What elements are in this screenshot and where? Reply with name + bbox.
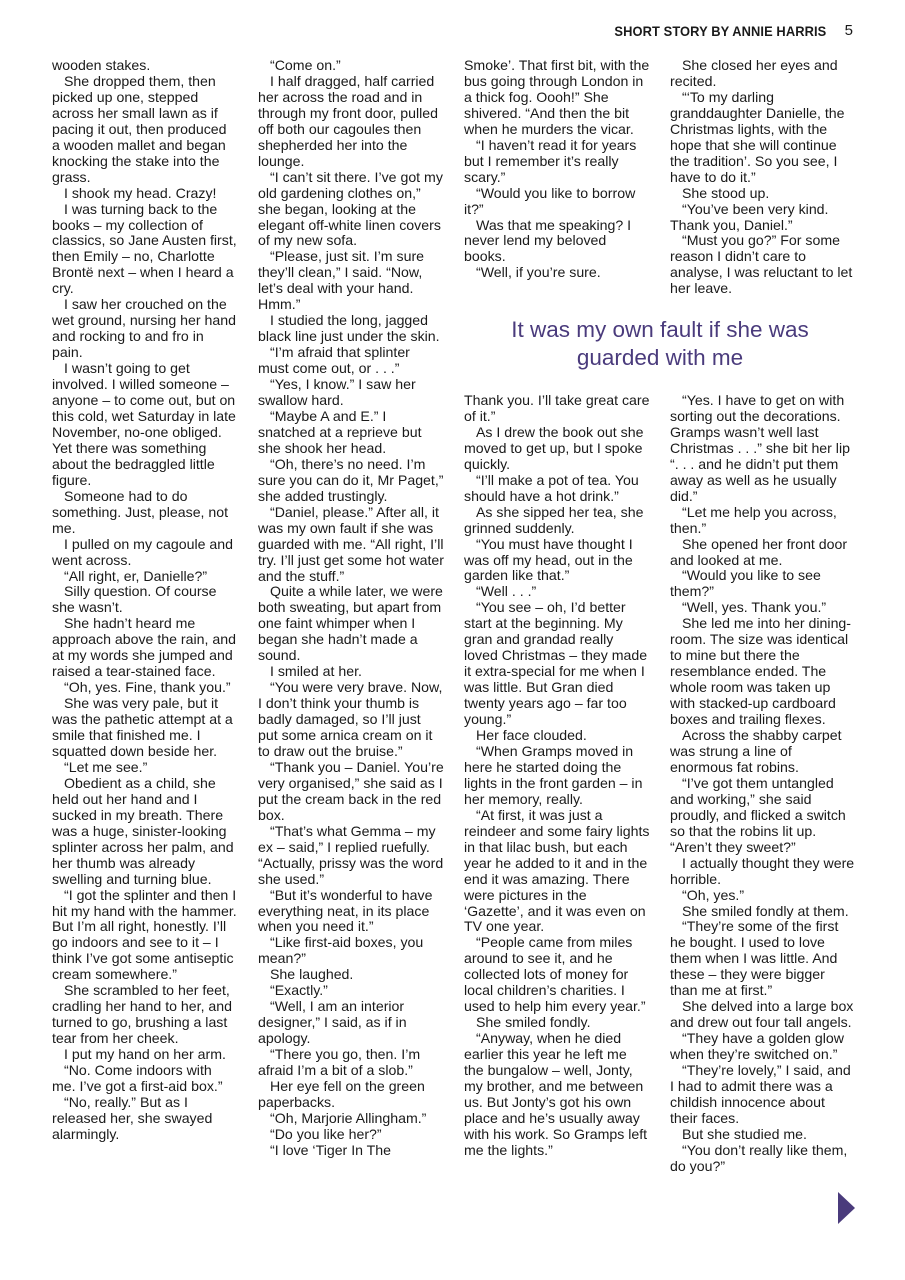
paragraph: “I’m afraid that splinter must come out, or . . .” [258, 344, 410, 377]
paragraph: I wasn’t going to get involved. I willed someone – anyone – to come out, but on this cold, wet Saturday in late November, no-one obliged. Yet there was something about the bedraggled little figure. [52, 360, 236, 488]
paragraph: I pulled on my cagoule and went across. [52, 535, 234, 568]
paragraph: I was turning back to the books – my collection of classics, so Jane Austen first, then Emily – no, Charlotte Brontë next – when I heard a cry. [52, 200, 237, 297]
paragraph: “Well, yes. Thank you.” [682, 599, 827, 616]
paragraph: “I’ve got them untangled and working,” she said proudly, and flicked a switch so that the robins lit up. “Aren’t they sweet?” [670, 774, 846, 855]
continue-arrow-icon[interactable] [838, 1192, 855, 1224]
paragraph: Was that me speaking? I never lend my beloved books. [464, 216, 632, 265]
paragraph: But she studied me. [682, 1125, 807, 1142]
paragraph: Her face clouded. [476, 727, 587, 744]
paragraph: I saw her crouched on the wet ground, nursing her hand and rocking to and fro in pain. [52, 296, 236, 361]
paragraph: “That’s what Gemma – my ex – said,” I replied ruefully. “Actually, prissy was the word she used.” [258, 822, 444, 887]
paragraph: She opened her front door and looked at me. [670, 535, 848, 568]
paragraph: “Yes, I know.” I saw her swallow hard. [258, 376, 416, 409]
paragraph: Silly question. Of course she wasn’t. [52, 583, 217, 616]
pull-quote: It was my own fault if she was guarded with me [511, 317, 809, 370]
paragraph: I smiled at her. [270, 663, 362, 680]
paragraph: She dropped them, then picked up one, stepped across her small lawn as if pacing it out, then produced a wooden mallet and began knocking the stake into the grass. [52, 72, 227, 185]
paragraph: Obedient as a child, she held out her hand and I sucked in my breath. There was a huge, sinister-looking splinter across her palm, and her thumb was already swelling and turning blue. [52, 774, 234, 887]
paragraph: Smoke’. That first bit, with the bus going through London in a thick fog. Oooh!” She shivered. “And then the bit when he murders the vicar. [464, 57, 650, 137]
paragraph: As I drew the book out she moved to get up, but I spoke quickly. [464, 423, 644, 472]
paragraph: wooden stakes. [52, 57, 151, 73]
text-column-2 [258, 58, 444, 1159]
paragraph: “You must have thought I was off my head, out in the garden like that.” [464, 535, 633, 584]
paragraph: She stood up. [682, 184, 770, 201]
paragraph: I half dragged, half carried her across the road and in through my front door, pulled off both our cagoules then shepherded her into the lounge. [258, 72, 439, 169]
paragraph: “Oh, yes.” [682, 886, 745, 903]
paragraph: “Oh, Marjorie Allingham.” [270, 1109, 427, 1126]
paragraph: “‘To my darling granddaughter Danielle, the Christmas lights, with the hope that she will continue the tradition’. So you see, I have to do it.” [670, 88, 845, 185]
paragraph: She scrambled to her feet, cradling her hand to her, and turned to go, brushing a last tear from her cheek. [52, 982, 233, 1047]
page-header [596, 22, 853, 39]
paragraph: Across the shabby carpet was strung a line of enormous fat robins. [670, 727, 842, 775]
paragraph: She smiled fondly. [476, 1014, 591, 1031]
paragraph: I studied the long, jagged black line just under the skin. [258, 312, 440, 345]
paragraph: I actually thought they were horrible. [670, 854, 855, 887]
paragraph: “Would you like to borrow it?” [464, 184, 636, 217]
paragraph: “I haven’t read it for years but I remember it’s really scary.” [464, 136, 637, 185]
paragraph: “They have a golden glow when they’re switched on.” [670, 1030, 844, 1063]
paragraph: She closed her eyes and recited. [670, 57, 838, 89]
paragraph: Quite a while later, we were both sweating, but apart from one faint whimper when I began she hadn’t made a sound. [258, 583, 443, 664]
paragraph: Her eye fell on the green paperbacks. [258, 1078, 425, 1110]
paragraph: She led me into her dining-room. The size was identical to mine but there the resemblance ended. The whole room was taken up with stacked-up cardboard boxes and trailing flexes. [670, 615, 852, 728]
paragraph: “I can’t sit there. I’ve got my old gardening clothes on,” she began, looking at the elegant off-white linen covers of my new sofa. [258, 168, 443, 249]
paragraph: She delved into a large box and drew out four tall angels. [670, 998, 854, 1031]
paragraph: “Maybe A and E.” I snatched at a reprieve but she shook her head. [258, 407, 422, 456]
paragraph: “Well, I am an interior designer,” I said, as if in apology. [258, 998, 407, 1047]
paragraph: “But it’s wonderful to have everything neat, in its place when you need it.” [258, 886, 433, 935]
paragraph: “Let me help you across, then.” [670, 503, 837, 536]
text-column-1 [52, 58, 238, 1143]
paragraph: “Would you like to see them?” [670, 567, 821, 600]
paragraph: “Come on.” [270, 57, 341, 73]
paragraph: As she sipped her tea, she grinned suddenly. [464, 503, 644, 536]
paragraph: “Oh, yes. Fine, thank you.” [64, 679, 231, 696]
paragraph: “They’re some of the first he bought. I used to love them when I was little. And these – they were bigger than me at first.” [670, 918, 839, 999]
paragraph: “Do you like her?” [270, 1125, 382, 1142]
paragraph: “Yes. I have to get on with sorting out the decorations. Gramps wasn’t well last Christmas . . .” she bit her lip “. . . and he didn’t put them away as well as he usually did.” [670, 392, 850, 504]
paragraph: “No, really.” But as I released her, she swayed alarmingly. [52, 1093, 213, 1142]
paragraph: “Daniel, please.” After all, it was my own fault if she was guarded with me. “All right, I’ll try. I’ll just get some hot water and the stuff.” [258, 503, 444, 584]
text-column-4-bottom [670, 393, 856, 1175]
paragraph: “Exactly.” [270, 982, 328, 999]
paragraph: She laughed. [270, 966, 354, 983]
paragraph: “Oh, there’s no need. I’m sure you can do it, Mr Paget,” she added trustingly. [258, 455, 444, 504]
paragraph: “No. Come indoors with me. I’ve got a first-aid box.” [52, 1062, 223, 1094]
paragraph: “I’ll make a pot of tea. You should have a hot drink.” [464, 471, 639, 504]
paragraph: “Like first-aid boxes, you mean?” [258, 934, 424, 967]
paragraph: “Must you go?” For some reason I didn’t care to analyse, I was reluctant to let her leave. [670, 232, 853, 297]
paragraph: Someone had to do something. Just, please, not me. [52, 487, 229, 536]
paragraph: “Well, if you’re sure. [476, 264, 601, 281]
paragraph: “Anyway, when he died earlier this year he left me the bungalow – well, Jonty, my brother, and me between us. But Jonty’s got his own place and he’s usually away with his work. So Gramps left me the lights.” [464, 1030, 648, 1158]
text-column-3-top [464, 58, 650, 281]
paragraph: I put my hand on her arm. [64, 1046, 226, 1063]
paragraph: “You’ve been very kind. Thank you, Daniel.” [670, 200, 829, 233]
paragraph: “At first, it was just a reindeer and some fairy lights in that lilac bush, but each year he added to it and in the end it was amazing. There were pictures in the ‘Gazette’, and it was even on TV one year. [464, 806, 650, 935]
paragraph: Thank you. I’ll take great care of it.” [464, 392, 650, 424]
paragraph: “People came from miles around to see it, and he collected lots of money for local children’s charities. I used to help him every year.” [464, 934, 646, 1015]
paragraph: “You were very brave. Now, I don’t think your thumb is badly damaged, so I’ll just put some arnica cream on it to draw out the bruise.” [258, 679, 443, 759]
paragraph: “Let me see.” [64, 758, 148, 775]
paragraph: “You see – oh, I’d better start at the beginning. My gran and grandad really loved Christmas – they made it extra-special for me when I was little. But Gran died twenty years ago – far too young.” [464, 599, 648, 728]
paragraph: “They’re lovely,” I said, and I had to admit there was a childish innocence about their faces. [670, 1062, 851, 1126]
paragraph: She hadn’t heard me approach above the rain, and at my words she jumped and raised a tear-stained face. [52, 615, 236, 680]
paragraph: “Please, just sit. I’m sure they’ll clean,” I said. “Now, let’s deal with your hand. Hmm.” [258, 248, 425, 313]
text-column-3-bottom [464, 393, 650, 1159]
paragraph: “All right, er, Danielle?” [64, 567, 208, 584]
text-column-4-top [670, 58, 856, 297]
paragraph: I shook my head. Crazy! [64, 184, 217, 201]
paragraph: “You don’t really like them, do you?” [670, 1141, 848, 1174]
paragraph: “I love ‘Tiger In The [270, 1141, 392, 1158]
page-number: 5 [844, 22, 853, 39]
paragraph: “Thank you – Daniel. You’re very organised,” she said as I put the cream back in the red box. [258, 758, 444, 823]
paragraph: “When Gramps moved in here he started doing the lights in the front garden – in her memory, really. [464, 742, 643, 807]
paragraph: She smiled fondly at them. [682, 902, 849, 919]
paragraph: She was very pale, but it was the pathetic attempt at a smile that finished me. I squatted down beside her. [52, 695, 233, 759]
story-byline: SHORT STORY BY ANNIE HARRIS [614, 22, 827, 39]
paragraph: “There you go, then. I’m afraid I’m a bit of a slob.” [258, 1046, 421, 1079]
paragraph: “I got the splinter and then I hit my hand with the hammer. But I’m all right, honestly. I’ll go indoors and see to it – I think I’ve got some antiseptic cream somewhere.” [52, 886, 237, 983]
paragraph: “Well . . .” [476, 583, 537, 600]
